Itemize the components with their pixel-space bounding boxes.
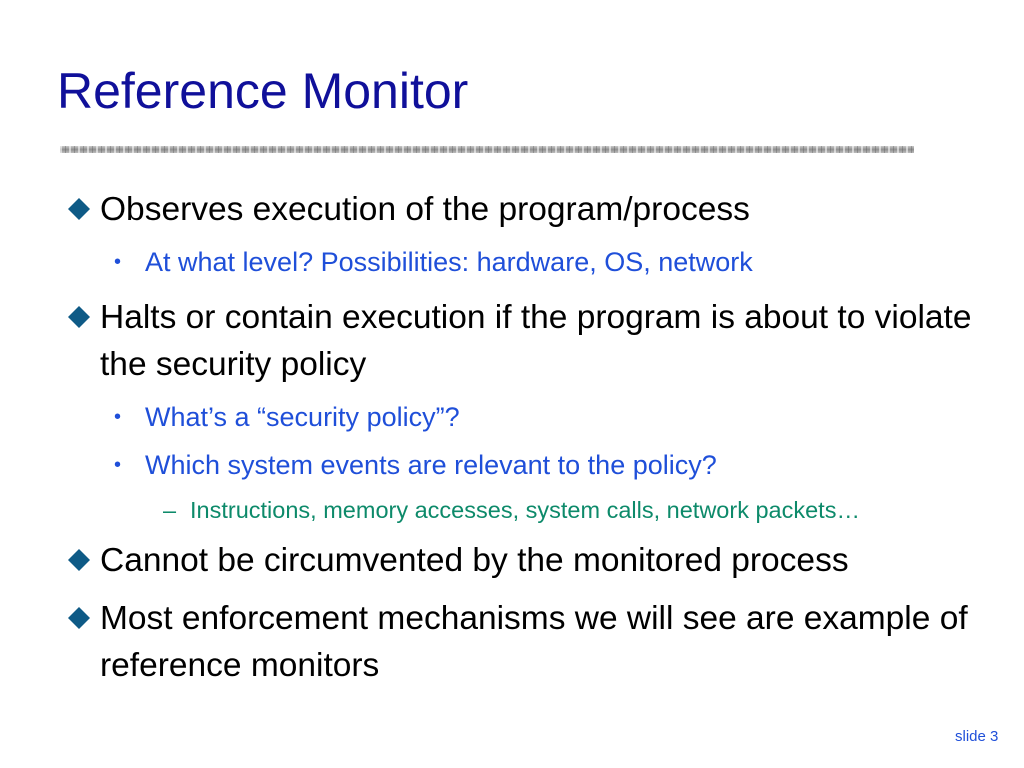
sub-bullet-item: [114, 401, 1005, 433]
diamond-icon: [68, 306, 90, 328]
bullet-text: Most enforcement mechanisms we will see are example of reference monitors: [100, 600, 968, 684]
bullet-item: [100, 595, 1000, 689]
slide-title: Reference Monitor: [57, 63, 469, 119]
diamond-icon: [68, 549, 90, 571]
slide-number: slide 3: [955, 728, 999, 745]
sub-bullet-item: [114, 449, 1005, 481]
bullet-text: Observes execution of the program/process: [100, 191, 750, 228]
sub-bullet-text: At what level? Possibilities: hardware, OS, network: [145, 247, 753, 277]
bullet-text: Halts or contain execution if the program is about to violate the security policy: [100, 299, 972, 383]
sub-bullet-text: Which system events are relevant to the policy?: [145, 450, 717, 480]
sub-sub-bullet-item: [163, 496, 1010, 524]
sub-bullet-item: [114, 246, 1005, 278]
bullet-dot: •: [114, 454, 122, 476]
bullet-item: [100, 186, 1000, 233]
bullet-item: [100, 294, 1000, 388]
bullet-dot: •: [114, 251, 122, 273]
bullet-item: [100, 537, 1000, 584]
bullet-dot: •: [114, 406, 122, 428]
diamond-icon: [68, 198, 90, 220]
dash-marker: –: [163, 497, 177, 523]
diamond-icon: [68, 607, 90, 629]
sub-sub-bullet-text: Instructions, memory accesses, system calls, network packets…: [190, 497, 860, 523]
sub-bullet-text: What’s a “security policy”?: [145, 402, 460, 432]
bullet-text: Cannot be circumvented by the monitored process: [100, 542, 849, 579]
